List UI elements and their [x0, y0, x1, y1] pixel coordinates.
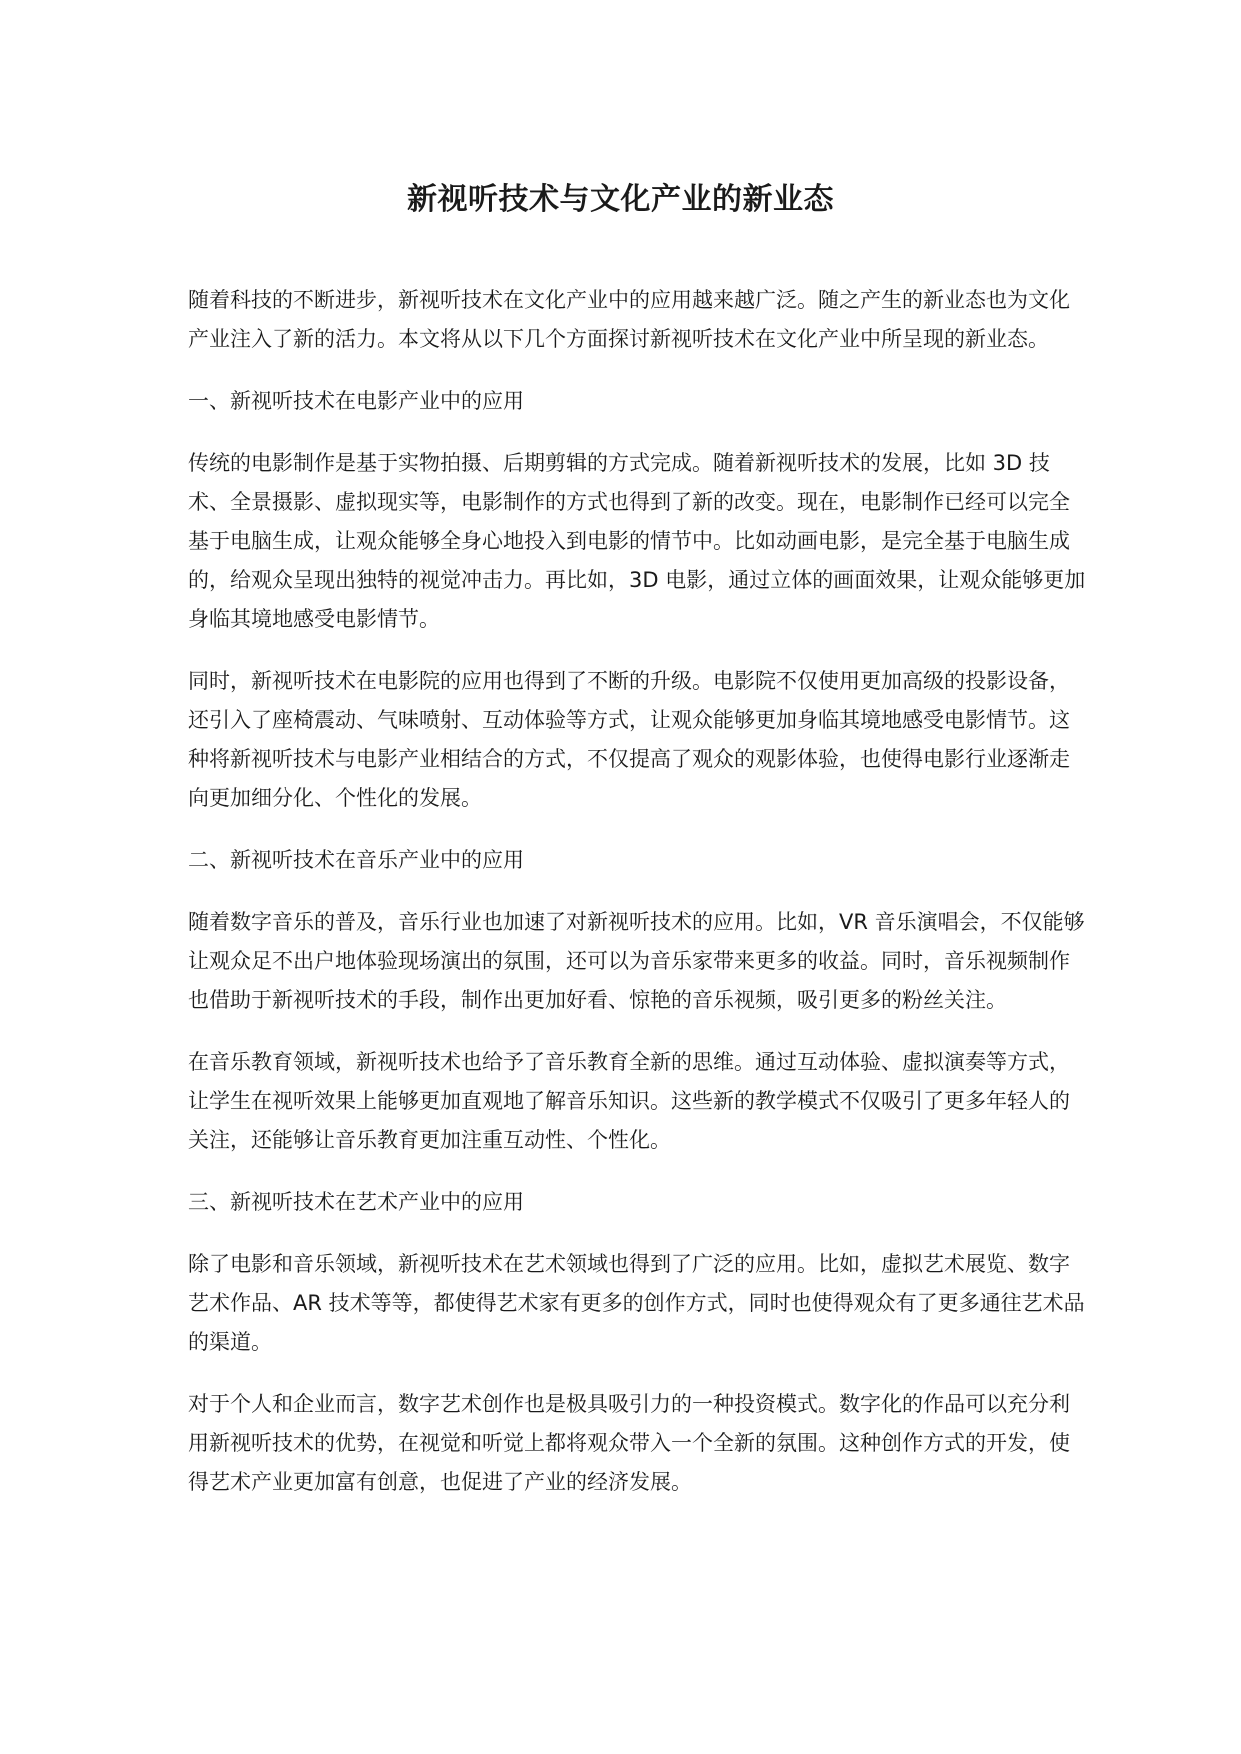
music-paragraph-1: 随着数字音乐的普及，音乐行业也加速了对新视听技术的应用。比如，VR 音乐演唱会，不仅能够让观众足不出户地体验现场演出的氛围，还可以为音乐家带来更多的收益。同时，音乐视频制作也借助于新视听技术的手段，制作出更加好看、惊艳的音乐视频，吸引更多的粉丝关注。 — [188, 910, 1085, 1012]
music-paragraph-2: 在音乐教育领域，新视听技术也给予了音乐教育全新的思维。通过互动体验、虚拟演奏等方式，让学生在视听效果上能够更加直观地了解音乐知识。这些新的教学模式不仅吸引了更多年轻人的关注，还能够让音乐教育更加注重互动性、个性化。 — [188, 1050, 1070, 1152]
document-body — [188, 281, 1088, 1525]
film-paragraph-1: 传统的电影制作是基于实物拍摄、后期剪辑的方式完成。随着新视听技术的发展，比如 3D 技术、全景摄影、虚拟现实等，电影制作的方式也得到了新的改变。现在，电影制作已经可以完全基于电脑生成，让观众能够全身心地投入到电影的情节中。比如动画电影，是完全基于电脑生成的，给观众呈现出独特的视觉冲击力。再比如，3D 电影，通过立体的画面效果，让观众能够更加身临其境地感受电影情节。 — [188, 451, 1086, 631]
section-heading-music: 二、新视听技术在音乐产业中的应用 — [188, 848, 524, 872]
film-paragraph-2: 同时，新视听技术在电影院的应用也得到了不断的升级。电影院不仅使用更加高级的投影设备，还引入了座椅震动、气味喷射、互动体验等方式，让观众能够更加身临其境地感受电影情节。这种将新视听技术与电影产业相结合的方式，不仅提高了观众的观影体验，也使得电影行业逐渐走向更加细分化、个性化的发展。 — [188, 669, 1070, 810]
section-heading-art: 三、新视听技术在艺术产业中的应用 — [188, 1190, 524, 1214]
section-heading-film: 一、新视听技术在电影产业中的应用 — [188, 389, 524, 413]
art-paragraph-2: 对于个人和企业而言，数字艺术创作也是极具吸引力的一种投资模式。数字化的作品可以充分利用新视听技术的优势，在视觉和听觉上都将观众带入一个全新的氛围。这种创作方式的开发，使得艺术产业更加富有创意，也促进了产业的经济发展。 — [188, 1392, 1070, 1494]
intro-paragraph: 随着科技的不断进步，新视听技术在文化产业中的应用越来越广泛。随之产生的新业态也为文化产业注入了新的活力。本文将从以下几个方面探讨新视听技术在文化产业中所呈现的新业态。 — [188, 288, 1070, 351]
art-paragraph-1: 除了电影和音乐领域，新视听技术在艺术领域也得到了广泛的应用。比如，虚拟艺术展览、数字艺术作品、AR 技术等等，都使得艺术家有更多的创作方式，同时也使得观众有了更多通往艺术品的渠道。 — [188, 1252, 1085, 1354]
document-title: 新视听技术与文化产业的新业态 — [407, 182, 834, 217]
